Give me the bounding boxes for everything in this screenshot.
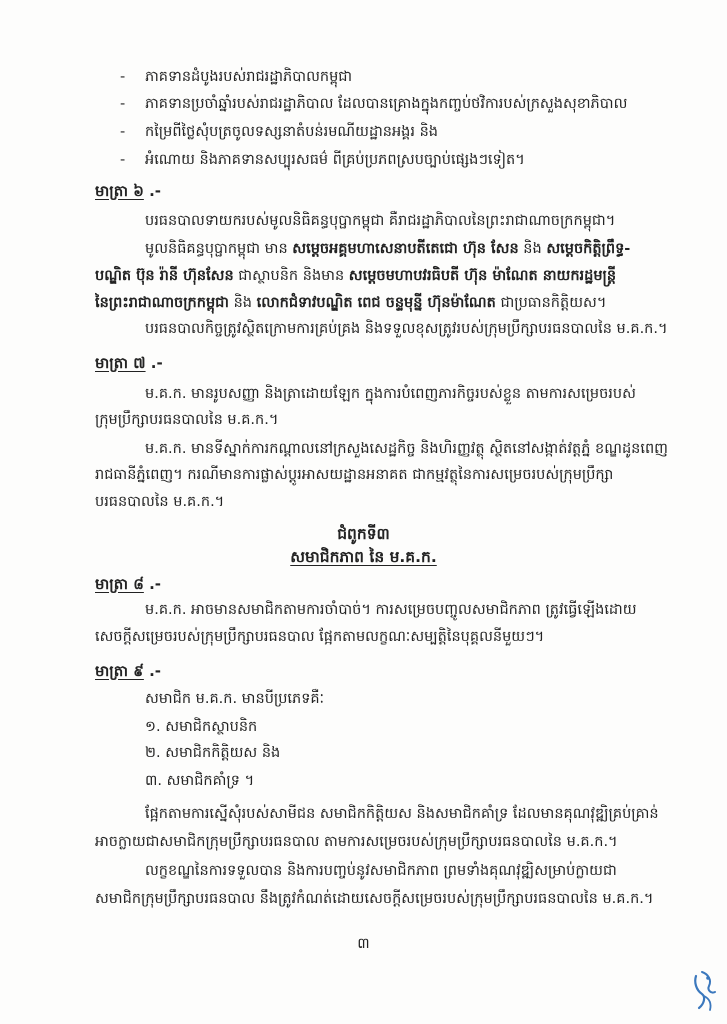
- member-type-item: ២. សមាជិកកិត្តិយស និង: [145, 745, 281, 761]
- list-marker: -: [120, 124, 126, 140]
- chapter-title: [0, 546, 727, 568]
- logo-mark-icon: [690, 968, 720, 1014]
- list-item: កម្រៃពីថ្លៃសុំបត្រចូលទស្សនាតំបន់រមណីយដ្ឋានអង្គរ និង: [145, 124, 438, 140]
- article-label: មាត្រា ៧: [95, 354, 146, 372]
- article-label: មាត្រា ៨: [95, 575, 144, 593]
- paragraph-line: សមាជិក ម.គ.ក. មានបីប្រភេទគឺៈ: [145, 691, 325, 707]
- list-item: ភាគទានដំបូងរបស់រាជរដ្ឋាភិបាលកម្ពុជា: [145, 69, 353, 85]
- text-segment: និង: [228, 295, 257, 311]
- article-label: មាត្រា ៩: [95, 662, 144, 680]
- article-suffix: .-: [149, 182, 162, 200]
- member-type-item: ១. សមាជិកស្ថាបនិក: [145, 719, 258, 735]
- honorary-president-title: នៃព្រះរាជាណាចក្រកម្ពុជា: [95, 295, 229, 311]
- article-8-heading: [95, 573, 161, 595]
- list-marker: -: [120, 152, 126, 168]
- text-segment: មូលនិធិគន្ធបុប្ផាកម្ពុជា មាន: [145, 241, 293, 257]
- paragraph-line: បរធនបាលទាយករបស់មូលនិធិគន្ធបុប្ផាកម្ពុជា គឺរាជរដ្ឋាភិបាលនៃព្រះរាជាណាចក្រកម្ពុជា។: [145, 213, 616, 229]
- founder-name: បណ្ឌិត ប៊ុន រ៉ានី ហ៊ុនសែន: [95, 268, 234, 284]
- honorary-president-name: សម្ដេចមហាបវរធិបតី ហ៊ុន ម៉ាណែត: [348, 268, 538, 284]
- article-label: មាត្រា ៦: [95, 182, 144, 200]
- paragraph-line: ម.គ.ក. អាចមានសមាជិកតាមការចាំបាច់។ ការសម្រេចបញ្ចូលសមាជិកភាព ត្រូវធ្វើឡើងដោយ: [145, 602, 637, 618]
- paragraph-line: ក្រុមប្រឹក្សាបរធនបាលនៃ ម.គ.ក.។: [95, 412, 279, 428]
- paragraph-line: រាជធានីភ្នំពេញ។ ករណីមានការផ្លាស់ប្ដូរអាសយដ្ឋានអនាគត ជាកម្មវត្ថុនៃការសម្រេចរបស់ក្រុមប្រឹក្សា: [95, 467, 614, 483]
- text-segment: និង: [518, 241, 547, 257]
- article-9-heading: [95, 660, 161, 682]
- list-marker: -: [120, 96, 126, 112]
- founder-name: សម្ដេចកិត្តិព្រឹទ្ធ-: [546, 241, 631, 257]
- member-type-item: ៣. សមាជិកគាំទ្រ ។: [145, 773, 255, 789]
- paragraph-line: បរធនបាលកិច្ចត្រូវស្ថិតក្រោមការគ្រប់គ្រង និងទទួលខុសត្រូវរបស់ក្រុមប្រឹក្សាបរធនបាលនៃ ម.គ.ក.។: [145, 321, 668, 337]
- honorary-president-name: លោកជំទាវបណ្ឌិត ពេជ ចន្ទមុន្នី ហ៊ុនម៉ាណែត: [256, 295, 496, 311]
- article-suffix: .-: [149, 575, 162, 593]
- honorary-president-title: នាយករដ្ឋមន្ត្រី: [537, 268, 617, 284]
- paragraph-line: សមាជិកក្រុមប្រឹក្សាបរធនបាល នឹងត្រូវកំណត់ដោយសេចក្ដីសម្រេចរបស់ក្រុមប្រឹក្សាបរធនបាលនៃ ម.គ.ក.។: [95, 891, 654, 907]
- paragraph-line: បរធនបាលនៃ ម.គ.ក.។: [95, 494, 225, 510]
- paragraph-line: ម.គ.ក. មានរូបសញ្ញា និងត្រាដោយឡែក ក្នុងការបំពេញភារកិច្ចរបស់ខ្លួន តាមការសម្រេចរបស់: [145, 386, 636, 402]
- list-marker: -: [120, 69, 126, 85]
- paragraph-line: ផ្អែកតាមការស្នើសុំរបស់សាមីជន សមាជិកកិត្តិយស និងសមាជិកគាំទ្រ ដែលមានគុណវុឌ្ឍិគ្រប់គ្រាន់: [145, 806, 659, 822]
- text-segment: ជាស្ថាបនិក និងមាន: [233, 268, 349, 284]
- list-item: អំណោយ និងភាគទានសប្បុរសធម៌ ពីគ្រប់ប្រភពស្របច្បាប់ផ្សេងៗទៀត។: [145, 152, 525, 168]
- founder-name: សម្ដេចអគ្គមហាសេនាបតីតេជោ ហ៊ុន សែន: [292, 241, 519, 257]
- paragraph-line: អាចក្លាយជាសមាជិកក្រុមប្រឹក្សាបរធនបាល តាមការសម្រេចរបស់ក្រុមប្រឹក្សាបរធនបាលនៃ ម.គ.ក.។: [95, 834, 618, 850]
- article-6-heading: [95, 180, 161, 202]
- list-item: ភាគទានប្រចាំឆ្នាំរបស់រាជរដ្ឋាភិបាល ដែលបានគ្រោងក្នុងកញ្ចប់ថវិការបស់ក្រសួងសុខាភិបាល: [145, 96, 628, 112]
- paragraph-line: សេចក្ដីសម្រេចរបស់ក្រុមប្រឹក្សាបរធនបាល ផ្អែកតាមលក្ខណៈសម្បត្តិនៃបុគ្គលនីមួយៗ។: [95, 629, 545, 645]
- article-suffix: .-: [150, 354, 163, 372]
- chapter-title-text: សមាជិកភាព នៃ ម.គ.ក.: [290, 548, 437, 566]
- article-7-heading: [95, 352, 163, 374]
- chapter-number: ជំពូកទី៣: [337, 525, 390, 543]
- founders-line: [145, 238, 630, 260]
- paragraph-line: លក្ខខណ្ឌនៃការទទួលបាន និងការបញ្ចប់នូវសមាជិកភាព ព្រមទាំងគុណវុឌ្ឍិសម្រាប់ក្លាយជា: [145, 863, 617, 879]
- paragraph-line: ម.គ.ក. មានទីស្នាក់ការកណ្ដាលនៅក្រសួងសេដ្ឋកិច្ច និងហិរញ្ញវត្ថុ ស្ថិតនៅសង្កាត់វត្តភ្នំ ខណ្ឌដូនពេញ: [145, 441, 668, 457]
- text-segment: ជាប្រធានកិត្តិយស។: [495, 295, 607, 311]
- founders-line: [95, 265, 616, 287]
- founders-line: [95, 292, 606, 314]
- page-number: ៣: [357, 936, 370, 952]
- article-suffix: .-: [149, 662, 162, 680]
